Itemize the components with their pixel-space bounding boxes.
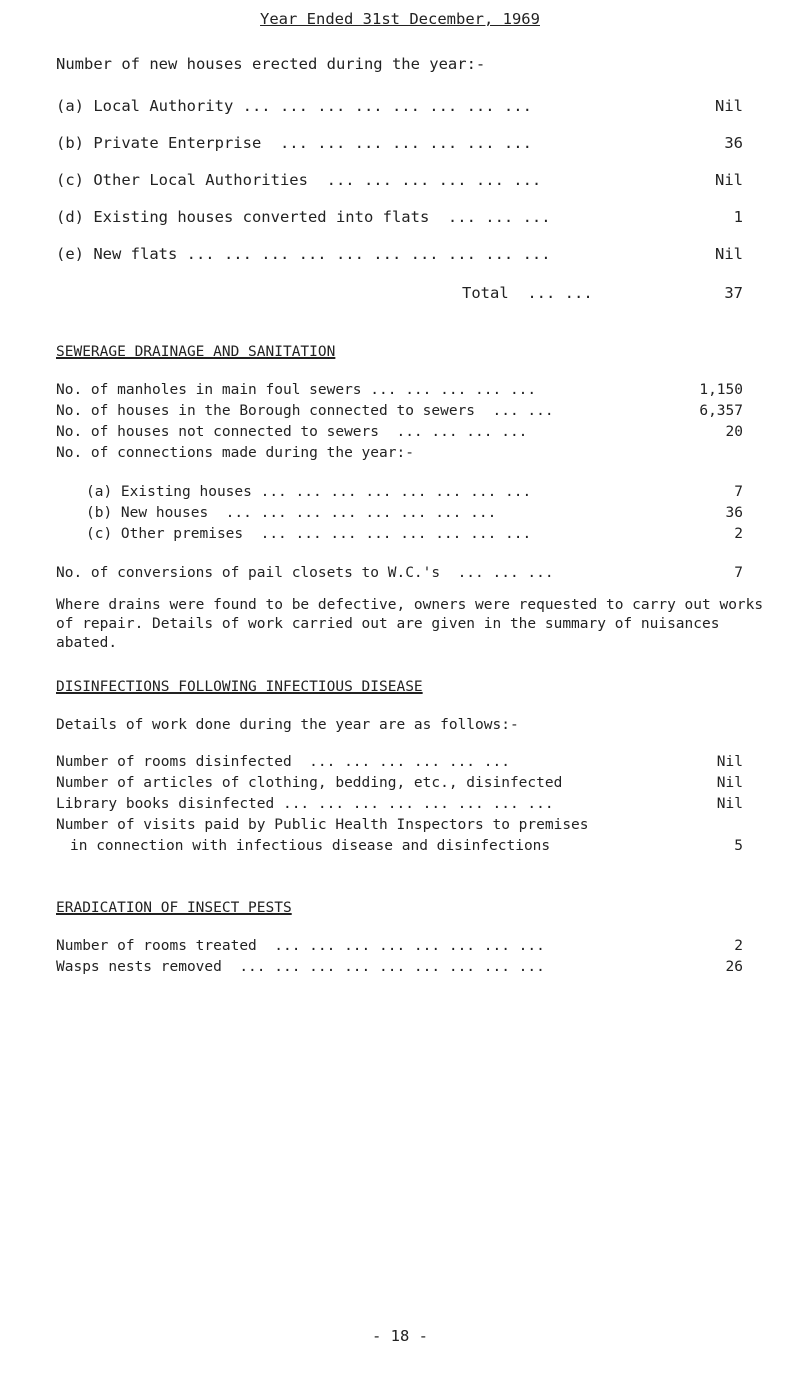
eradication-line: [0, 938, 800, 960]
line-label: No. of houses not connected to sewers ... ... ... ...: [56, 424, 528, 440]
connections-intro: No. of connections made during the year:-: [56, 445, 414, 461]
eradication-line: [0, 959, 800, 981]
item-value: Nil: [715, 171, 743, 189]
item-label: (b) Private Enterprise ... ... ... ... ... ... ...: [56, 134, 532, 152]
houses-item-b: [0, 134, 800, 156]
item-value: Nil: [715, 97, 743, 115]
line-label: Wasps nests removed ... ... ... ... ... ... ... ... ...: [56, 959, 545, 975]
sewerage-line: [0, 382, 800, 404]
houses-intro: Number of new houses erected during the year:-: [56, 55, 486, 73]
line-value: Nil: [716, 796, 743, 812]
total-value: 37: [724, 284, 743, 302]
line-value: 20: [725, 424, 743, 440]
connection-item-c: [0, 526, 800, 548]
item-value: 2: [734, 526, 743, 542]
line-value: 5: [734, 838, 743, 854]
sewerage-heading: SEWERAGE DRAINAGE AND SANITATION: [56, 344, 336, 360]
houses-item-d: [0, 208, 800, 230]
houses-item-a: [0, 97, 800, 119]
item-value: 1: [733, 208, 743, 226]
line-value: 6,357: [699, 403, 743, 419]
line-label: in connection with infectious disease and disinfections: [70, 838, 551, 854]
line-value: 1,150: [699, 382, 743, 398]
visits-line-2: [0, 838, 800, 860]
disinfection-line: [0, 796, 800, 818]
item-value: 36: [724, 134, 743, 152]
line-value: Nil: [716, 754, 743, 770]
visits-line-1: Number of visits paid by Public Health Inspectors to premises: [56, 817, 589, 833]
line-value: 7: [734, 565, 743, 581]
conversions-line: [0, 565, 800, 587]
line-value: 2: [734, 938, 743, 954]
item-label: (a) Existing houses ... ... ... ... ... ... ... ...: [86, 484, 532, 500]
houses-item-e: [0, 245, 800, 267]
line-label: No. of manholes in main foul sewers ... ... ... ... ...: [56, 382, 537, 398]
sewerage-line: [0, 403, 800, 425]
houses-item-c: [0, 171, 800, 193]
connection-item-b: [0, 505, 800, 527]
line-label: No. of conversions of pail closets to W.C.'s ... ... ...: [56, 565, 554, 581]
sewerage-line: [0, 424, 800, 446]
line-label: Library books disinfected ... ... ... ... ... ... ... ...: [56, 796, 554, 812]
disinfections-intro: Details of work done during the year are as follows:-: [56, 717, 519, 733]
line-label: Number of articles of clothing, bedding, etc., disinfected: [56, 775, 563, 791]
page-number: - 18 -: [372, 1327, 428, 1345]
item-value: Nil: [715, 245, 743, 263]
total-label: Total ... ...: [462, 284, 593, 302]
connection-item-a: [0, 484, 800, 506]
houses-total: [0, 284, 800, 306]
eradication-heading: ERADICATION OF INSECT PESTS: [56, 900, 292, 916]
line-value: 26: [725, 959, 743, 975]
line-label: No. of houses in the Borough connected to sewers ... ...: [56, 403, 554, 419]
item-label: (b) New houses ... ... ... ... ... ... ... ...: [86, 505, 497, 521]
disinfection-line: [0, 754, 800, 776]
disinfections-heading: DISINFECTIONS FOLLOWING INFECTIOUS DISEASE: [56, 679, 423, 695]
line-label: Number of rooms treated ... ... ... ... ... ... ... ...: [56, 938, 545, 954]
page-title: Year Ended 31st December, 1969: [260, 10, 540, 28]
item-label: (a) Local Authority ... ... ... ... ... ... ... ...: [56, 97, 532, 115]
line-value: Nil: [716, 775, 743, 791]
drains-note: Where drains were found to be defective, owners were requested to carry out works of repair. Details of work carried out are given in the summary of nuisances abated.: [56, 597, 764, 651]
item-value: 36: [725, 505, 743, 521]
item-label: (e) New flats ... ... ... ... ... ... ... ... ... ...: [56, 245, 551, 263]
item-label: (c) Other Local Authorities ... ... ... ... ... ...: [56, 171, 542, 189]
disinfection-line: [0, 775, 800, 797]
line-label: Number of rooms disinfected ... ... ... ... ... ...: [56, 754, 510, 770]
item-label: (c) Other premises ... ... ... ... ... ... ... ...: [86, 526, 532, 542]
item-label: (d) Existing houses converted into flats ... ... ...: [56, 208, 551, 226]
item-value: 7: [734, 484, 743, 500]
